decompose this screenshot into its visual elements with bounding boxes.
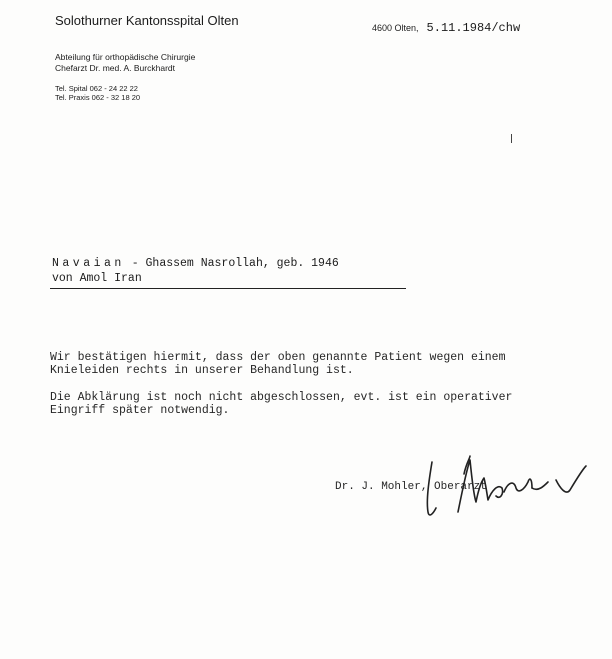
patient-line	[52, 256, 339, 271]
phone-block	[55, 84, 140, 102]
place-date	[372, 18, 520, 36]
paragraph-confirmation	[50, 351, 505, 377]
patient-underline	[50, 288, 406, 289]
letter-place: 4600 Olten,	[372, 23, 419, 33]
para2-line1: Die Abklärung ist noch nicht abgeschlossen, evt. ist ein operativer	[50, 391, 513, 404]
handwritten-signature	[420, 452, 590, 524]
phone-practice: Tel. Praxis 062 - 32 18 20	[55, 93, 141, 102]
para1-line2: Knieleiden rechts in unserer Behandlung ist.	[50, 364, 354, 377]
patient-surname: Navaian	[52, 257, 125, 270]
patient-given-names: - Ghassem Nasrollah, geb. 1946	[131, 257, 339, 270]
paragraph-assessment	[50, 391, 512, 417]
para2-line2: Eingriff später notwendig.	[50, 404, 230, 417]
phone-hospital: Tel. Spital 062 - 24 22 22	[55, 84, 138, 93]
patient-origin: von Amol Iran	[52, 272, 142, 285]
para1-line1: Wir bestätigen hiermit, dass der oben genannte Patient wegen einem	[50, 351, 506, 364]
typed-signature: Dr. J. Mohler, Oberarzt	[335, 481, 487, 493]
patient-block	[52, 256, 339, 286]
department-block	[55, 52, 195, 73]
hospital-name: Solothurner Kantonsspital Olten	[55, 13, 239, 28]
fold-mark	[511, 134, 512, 143]
letter-date: 5.11.1984/chw	[426, 21, 521, 35]
department-name: Abteilung für orthopädische Chirurgie	[55, 52, 196, 62]
chief-physician: Chefarzt Dr. med. A. Burckhardt	[55, 62, 175, 73]
